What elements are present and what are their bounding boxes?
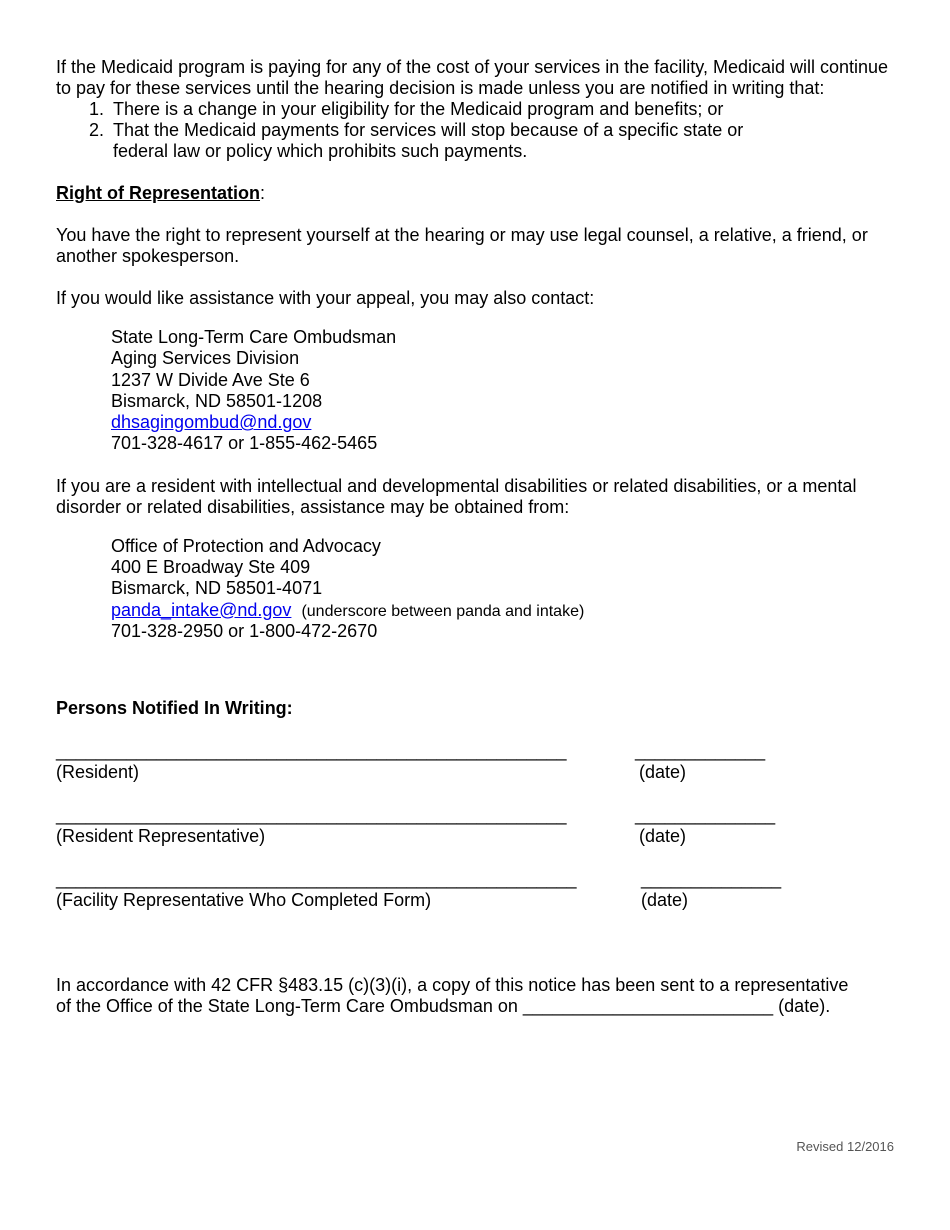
ombudsman-address bbox=[111, 327, 896, 455]
medicaid-intro: If the Medicaid program is paying for any of the cost of your services in the facility, Medicaid will continue to pay for these services until the hearing decision is made unless you are notified in writing that: bbox=[56, 57, 889, 98]
office-email-link[interactable]: panda_intake@nd.gov bbox=[111, 599, 292, 620]
resident-date-line[interactable]: _____________ bbox=[635, 741, 766, 762]
representative-signature-line[interactable]: ___________________________________________________ bbox=[56, 805, 567, 826]
facility-date-line[interactable]: ______________ bbox=[641, 869, 782, 890]
facility-signature-line[interactable]: ____________________________________________________ bbox=[56, 869, 577, 890]
resident-date-label: (date) bbox=[639, 762, 687, 783]
ombudsman-city: Bismarck, ND 58501-1208 bbox=[111, 390, 323, 411]
office-city: Bismarck, ND 58501-4071 bbox=[111, 578, 323, 599]
representative-date-line[interactable]: ______________ bbox=[635, 805, 776, 826]
email-note: (underscore between panda and intake) bbox=[301, 602, 585, 620]
revision-date: Revised 12/2016 bbox=[796, 1139, 894, 1154]
ombudsman-street: 1237 W Divide Ave Ste 6 bbox=[111, 369, 310, 390]
medicaid-condition-2: 2. That the Medicaid payments for services will stop because of a specific state or federal law or policy which prohibits such payments. bbox=[109, 120, 896, 162]
representation-heading: Right of Representation bbox=[56, 183, 261, 203]
ombudsman-name: State Long-Term Care Ombudsman bbox=[111, 327, 397, 347]
office-name: Office of Protection and Advocacy bbox=[111, 535, 381, 556]
assistance-text: If you would like assistance with your appeal, you may also contact: bbox=[56, 288, 595, 308]
signature-block-resident bbox=[56, 741, 896, 783]
disabilities-text: If you are a resident with intellectual and developmental disabilities or related disabilities, or a mental disorder or related disabilities, assistance may be obtained from: bbox=[56, 475, 857, 517]
office-phone: 701-328-2950 or 1-800-472-2670 bbox=[111, 620, 378, 641]
facility-label: (Facility Representative Who Completed Form) bbox=[56, 890, 432, 911]
cfr-line-1: In accordance with 42 CFR §483.15 (c)(3)(i), a copy of this notice has been sent to a representative bbox=[56, 975, 849, 996]
document-page bbox=[56, 57, 896, 1017]
ombudsman-email-link[interactable]: dhsagingombud@nd.gov bbox=[111, 412, 312, 433]
resident-signature-line[interactable]: ___________________________________________________ bbox=[56, 741, 567, 762]
representative-label: (Resident Representative) bbox=[56, 826, 266, 847]
office-street: 400 E Broadway Ste 409 bbox=[111, 557, 311, 578]
protection-advocacy-address bbox=[111, 536, 896, 642]
representation-heading-line bbox=[56, 183, 896, 204]
medicaid-conditions-list bbox=[56, 99, 896, 162]
representation-text: You have the right to represent yourself at the hearing or may use legal counsel, a relative, a friend, or another spokesperson. bbox=[56, 225, 868, 266]
persons-notified-heading: Persons Notified In Writing: bbox=[56, 698, 293, 719]
signature-block-resident-representative bbox=[56, 805, 896, 847]
ombudsman-phone: 701-328-4617 or 1-855-462-5465 bbox=[111, 433, 378, 454]
facility-date-label: (date) bbox=[641, 890, 689, 911]
cfr-line-2: of the Office of the State Long-Term Care Ombudsman on _________________________ (date). bbox=[56, 996, 831, 1017]
resident-label: (Resident) bbox=[56, 762, 140, 783]
heading-colon: : bbox=[260, 183, 266, 203]
cfr-notice bbox=[56, 975, 896, 1017]
medicaid-condition-1: 1. There is a change in your eligibility for the Medicaid program and benefits; or bbox=[109, 99, 896, 120]
signature-block-facility-representative bbox=[56, 869, 896, 911]
ombudsman-division: Aging Services Division bbox=[111, 348, 300, 369]
representative-date-label: (date) bbox=[639, 826, 687, 847]
